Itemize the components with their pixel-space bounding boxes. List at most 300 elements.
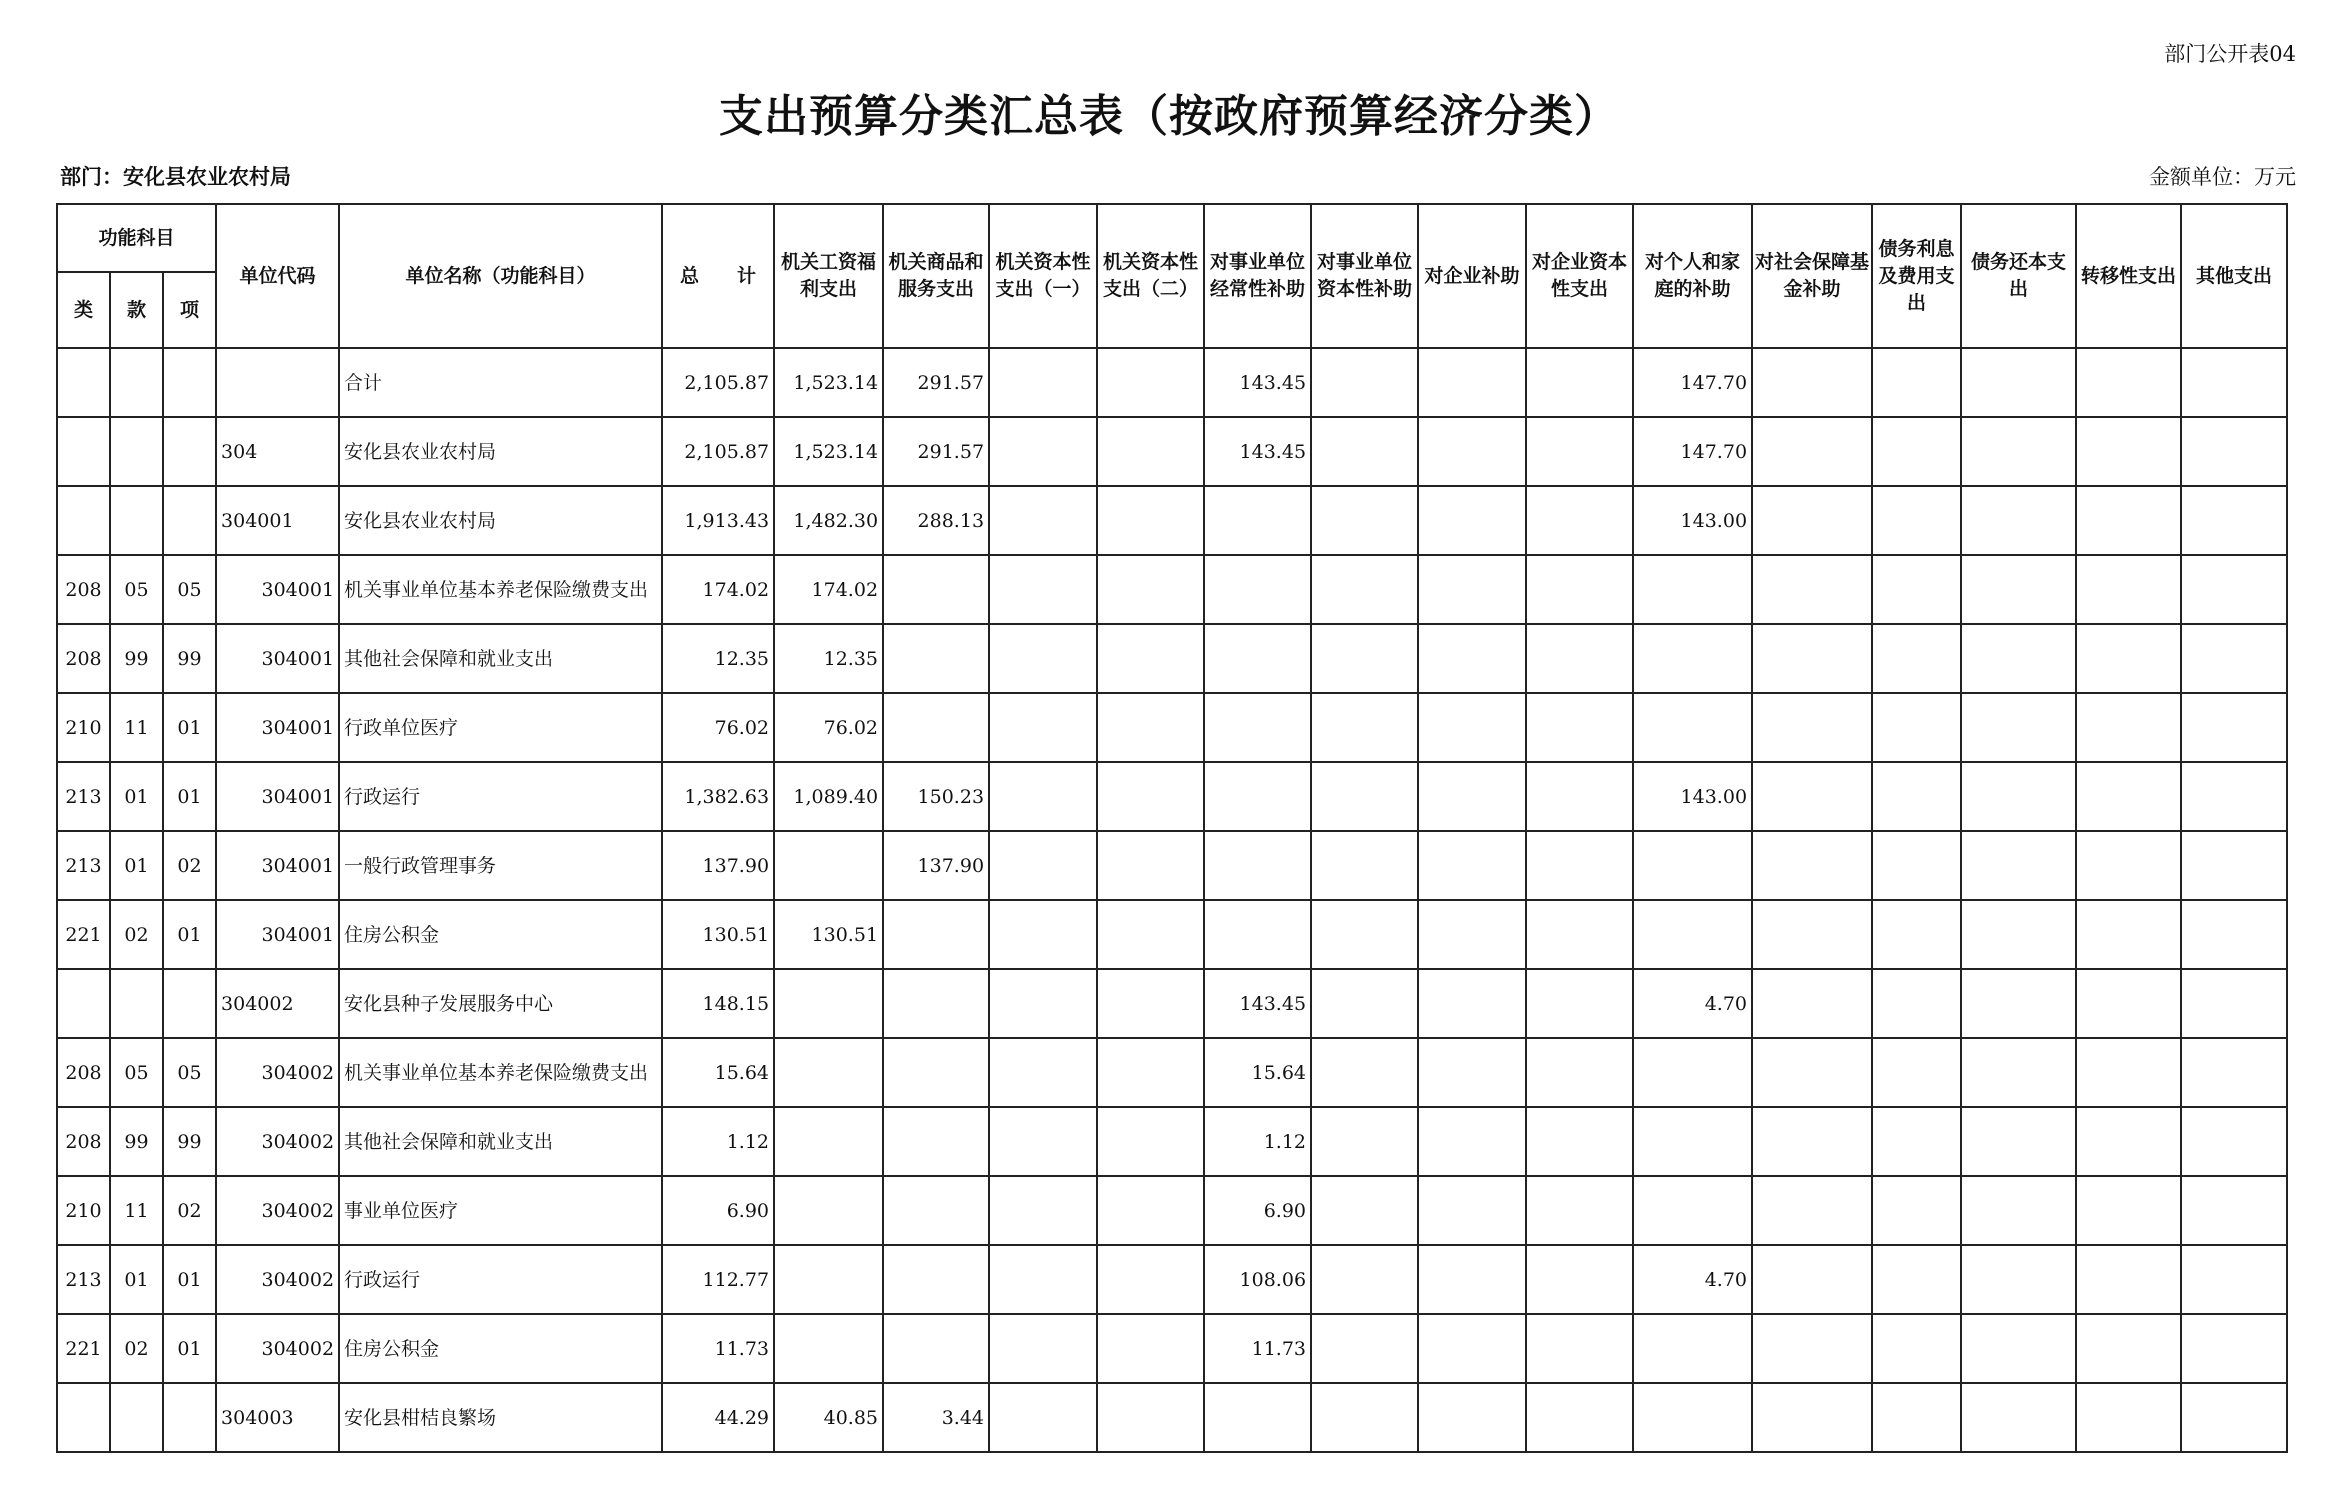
- amount-cell: [774, 1314, 883, 1383]
- lei-cell: [57, 486, 110, 555]
- amount-cell: [774, 831, 883, 900]
- amount-cell: [1961, 762, 2076, 831]
- amount-cell: [883, 969, 989, 1038]
- kuan-cell: 01: [110, 762, 163, 831]
- xiang-cell: 05: [163, 1038, 216, 1107]
- lei-cell: 208: [57, 624, 110, 693]
- amount-cell: [1418, 693, 1526, 762]
- amount-cell: [1311, 969, 1418, 1038]
- col-header: 机关商品和服务支出: [883, 204, 989, 348]
- unit-code-cell: 304001: [216, 762, 339, 831]
- amount-cell: [1752, 900, 1872, 969]
- amount-cell: [1311, 1314, 1418, 1383]
- amount-cell: [1204, 1383, 1311, 1452]
- func-subject-header: 功能科目: [57, 204, 216, 272]
- lei-cell: [57, 417, 110, 486]
- amount-cell: [1633, 1038, 1752, 1107]
- amount-cell: 143.00: [1633, 486, 1752, 555]
- amount-cell: [989, 1245, 1097, 1314]
- unit-code-cell: 304002: [216, 969, 339, 1038]
- amount-cell: [2181, 1107, 2287, 1176]
- total-cell: 76.02: [662, 693, 774, 762]
- amount-cell: [989, 1314, 1097, 1383]
- amount-cell: [989, 348, 1097, 417]
- amount-cell: [2181, 1176, 2287, 1245]
- table-row: [57, 348, 2287, 417]
- amount-cell: [1752, 831, 1872, 900]
- col-header: 债务还本支出: [1961, 204, 2076, 348]
- kuan-cell: 99: [110, 1107, 163, 1176]
- amount-cell: [1204, 624, 1311, 693]
- amount-cell: [989, 693, 1097, 762]
- amount-cell: [1872, 486, 1961, 555]
- amount-cell: [1526, 1176, 1633, 1245]
- unit-code-cell: 304002: [216, 1176, 339, 1245]
- xiang-cell: [163, 417, 216, 486]
- amount-cell: [1311, 348, 1418, 417]
- amount-cell: [1526, 486, 1633, 555]
- lei-cell: [57, 348, 110, 417]
- unit-name-cell: 住房公积金: [339, 1314, 662, 1383]
- amount-cell: [1097, 1245, 1204, 1314]
- amount-cell: 108.06: [1204, 1245, 1311, 1314]
- amount-cell: [989, 1038, 1097, 1107]
- xiang-cell: 99: [163, 624, 216, 693]
- total-cell: 2,105.87: [662, 348, 774, 417]
- lei-cell: 213: [57, 1245, 110, 1314]
- amount-cell: [1097, 1107, 1204, 1176]
- lei-header: 类: [57, 272, 110, 348]
- amount-cell: [1311, 1176, 1418, 1245]
- amount-cell: [1204, 693, 1311, 762]
- amount-cell: [989, 1383, 1097, 1452]
- amount-cell: [989, 831, 1097, 900]
- unit-code-cell: 304001: [216, 831, 339, 900]
- unit-code-cell: 304001: [216, 624, 339, 693]
- amount-cell: 1,482.30: [774, 486, 883, 555]
- page-title: 支出预算分类汇总表（按政府预算经济分类）: [719, 91, 1619, 142]
- lei-cell: 213: [57, 831, 110, 900]
- unit-name-cell: 安化县农业农村局: [339, 486, 662, 555]
- amount-cell: [1311, 1038, 1418, 1107]
- amount-cell: [1752, 1038, 1872, 1107]
- amount-cell: [2076, 969, 2181, 1038]
- amount-cell: [1872, 348, 1961, 417]
- amount-cell: [1872, 1107, 1961, 1176]
- amount-cell: [1752, 1107, 1872, 1176]
- amount-cell: [1633, 1107, 1752, 1176]
- table-row: [57, 831, 2287, 900]
- amount-cell: [1418, 348, 1526, 417]
- amount-cell: [1311, 486, 1418, 555]
- lei-cell: 210: [57, 1176, 110, 1245]
- amount-cell: [1526, 1107, 1633, 1176]
- form-number: 部门公开表04: [2164, 42, 2296, 66]
- amount-cell: [1526, 693, 1633, 762]
- lei-cell: [57, 969, 110, 1038]
- amount-cell: [1961, 1038, 2076, 1107]
- amount-cell: [1961, 624, 2076, 693]
- unit-name-cell: 行政运行: [339, 1245, 662, 1314]
- table-row: [57, 555, 2287, 624]
- amount-cell: [2076, 348, 2181, 417]
- amount-cell: [2076, 1314, 2181, 1383]
- amount-cell: [2181, 900, 2287, 969]
- kuan-cell: 99: [110, 624, 163, 693]
- total-cell: 2,105.87: [662, 417, 774, 486]
- amount-cell: [1872, 624, 1961, 693]
- unit-name-cell: 安化县柑桔良繁场: [339, 1383, 662, 1452]
- xiang-cell: [163, 486, 216, 555]
- total-cell: 11.73: [662, 1314, 774, 1383]
- amount-cell: [2076, 486, 2181, 555]
- amount-cell: [1418, 831, 1526, 900]
- amount-cell: [883, 1038, 989, 1107]
- unit-name-cell: 合计: [339, 348, 662, 417]
- amount-cell: [1097, 624, 1204, 693]
- amount-cell: [1526, 555, 1633, 624]
- table-row: [57, 486, 2287, 555]
- kuan-cell: [110, 348, 163, 417]
- kuan-cell: 05: [110, 1038, 163, 1107]
- amount-cell: [1418, 969, 1526, 1038]
- amount-cell: [1418, 555, 1526, 624]
- amount-cell: [1204, 762, 1311, 831]
- col-header: 对个人和家庭的补助: [1633, 204, 1752, 348]
- amount-cell: [2181, 1245, 2287, 1314]
- amount-cell: [1097, 969, 1204, 1038]
- amount-cell: [1526, 1245, 1633, 1314]
- col-header: 转移性支出: [2076, 204, 2181, 348]
- amount-cell: 76.02: [774, 693, 883, 762]
- amount-cell: [989, 486, 1097, 555]
- amount-cell: 4.70: [1633, 969, 1752, 1038]
- amount-cell: [1311, 417, 1418, 486]
- amount-cell: [1633, 1176, 1752, 1245]
- amount-cell: [1204, 486, 1311, 555]
- kuan-cell: 02: [110, 1314, 163, 1383]
- total-cell: 112.77: [662, 1245, 774, 1314]
- unit-code-cell: 304: [216, 417, 339, 486]
- amount-cell: 143.45: [1204, 417, 1311, 486]
- amount-cell: 15.64: [1204, 1038, 1311, 1107]
- amount-cell: [1752, 1383, 1872, 1452]
- amount-cell: [1633, 555, 1752, 624]
- amount-cell: 11.73: [1204, 1314, 1311, 1383]
- amount-cell: [1311, 693, 1418, 762]
- amount-cell: [1752, 693, 1872, 762]
- amount-cell: [774, 969, 883, 1038]
- amount-cell: 1,523.14: [774, 348, 883, 417]
- amount-cell: [2181, 693, 2287, 762]
- amount-cell: [1204, 831, 1311, 900]
- amount-cell: [989, 624, 1097, 693]
- amount-cell: [2076, 831, 2181, 900]
- table-row: [57, 1176, 2287, 1245]
- table-row: [57, 1245, 2287, 1314]
- amount-cell: [1633, 624, 1752, 693]
- amount-cell: 130.51: [774, 900, 883, 969]
- kuan-cell: [110, 486, 163, 555]
- unit-name-cell: 机关事业单位基本养老保险缴费支出: [339, 555, 662, 624]
- amount-cell: [1752, 762, 1872, 831]
- amount-cell: [774, 1176, 883, 1245]
- amount-cell: [883, 1245, 989, 1314]
- amount-cell: [1097, 555, 1204, 624]
- amount-cell: [2181, 1314, 2287, 1383]
- amount-cell: 137.90: [883, 831, 989, 900]
- total-cell: 15.64: [662, 1038, 774, 1107]
- amount-cell: [1633, 1314, 1752, 1383]
- amount-cell: [1526, 417, 1633, 486]
- amount-cell: [1872, 1245, 1961, 1314]
- amount-cell: [883, 1314, 989, 1383]
- amount-cell: [1311, 555, 1418, 624]
- amount-cell: [1961, 900, 2076, 969]
- amount-cell: [883, 555, 989, 624]
- amount-cell: [1418, 486, 1526, 555]
- total-cell: 44.29: [662, 1383, 774, 1452]
- kuan-cell: 02: [110, 900, 163, 969]
- unit-name-cell: 机关事业单位基本养老保险缴费支出: [339, 1038, 662, 1107]
- xiang-cell: 01: [163, 762, 216, 831]
- amount-cell: [1961, 486, 2076, 555]
- budget-table: [56, 203, 2288, 1453]
- amount-cell: [1872, 555, 1961, 624]
- amount-cell: [1961, 969, 2076, 1038]
- table-row: [57, 417, 2287, 486]
- unit-name-cell: 行政运行: [339, 762, 662, 831]
- amount-cell: [1097, 900, 1204, 969]
- amount-cell: 1,089.40: [774, 762, 883, 831]
- amount-cell: [774, 1107, 883, 1176]
- table-row: [57, 762, 2287, 831]
- amount-cell: [2076, 1038, 2181, 1107]
- col-header: 对企业资本性支出: [1526, 204, 1633, 348]
- amount-cell: [883, 1107, 989, 1176]
- amount-cell: [2181, 624, 2287, 693]
- amount-cell: [1961, 1314, 2076, 1383]
- col-header: 其他支出: [2181, 204, 2287, 348]
- col-header: 对事业单位经常性补助: [1204, 204, 1311, 348]
- amount-cell: [2181, 969, 2287, 1038]
- amount-cell: [1752, 1314, 1872, 1383]
- unit-name-cell: 事业单位医疗: [339, 1176, 662, 1245]
- amount-cell: [989, 969, 1097, 1038]
- amount-cell: [1961, 831, 2076, 900]
- kuan-cell: 11: [110, 1176, 163, 1245]
- amount-cell: [989, 1107, 1097, 1176]
- amount-cell: [1872, 1038, 1961, 1107]
- amount-cell: [1633, 1383, 1752, 1452]
- unit-code-header: 单位代码: [216, 204, 339, 348]
- unit-code-cell: 304002: [216, 1038, 339, 1107]
- unit-code-cell: 304003: [216, 1383, 339, 1452]
- amount-cell: 4.70: [1633, 1245, 1752, 1314]
- table-body: [57, 348, 2287, 1452]
- table-row: [57, 624, 2287, 693]
- amount-cell: [1961, 693, 2076, 762]
- unit-code-cell: [216, 348, 339, 417]
- amount-cell: [1872, 1314, 1961, 1383]
- amount-cell: [1418, 1314, 1526, 1383]
- unit-code-cell: 304001: [216, 486, 339, 555]
- xiang-cell: 02: [163, 831, 216, 900]
- amount-cell: [1872, 1176, 1961, 1245]
- amount-cell: [1961, 417, 2076, 486]
- total-cell: 130.51: [662, 900, 774, 969]
- amount-cell: [2076, 1245, 2181, 1314]
- amount-cell: [1204, 900, 1311, 969]
- table-row: [57, 1314, 2287, 1383]
- unit-code-cell: 304001: [216, 693, 339, 762]
- total-cell: 1,382.63: [662, 762, 774, 831]
- amount-cell: [2181, 831, 2287, 900]
- unit-name-cell: 安化县种子发展服务中心: [339, 969, 662, 1038]
- amount-cell: [1418, 1383, 1526, 1452]
- amount-cell: [1752, 417, 1872, 486]
- total-cell: 137.90: [662, 831, 774, 900]
- amount-cell: [1526, 762, 1633, 831]
- lei-cell: 208: [57, 555, 110, 624]
- total-cell: 1.12: [662, 1107, 774, 1176]
- amount-cell: 147.70: [1633, 348, 1752, 417]
- xiang-cell: [163, 1383, 216, 1452]
- amount-cell: [1097, 693, 1204, 762]
- amount-cell: [1633, 831, 1752, 900]
- amount-cell: [2076, 417, 2181, 486]
- amount-cell: [1752, 624, 1872, 693]
- amount-cell: [1311, 762, 1418, 831]
- amount-cell: [1872, 1383, 1961, 1452]
- table-row: [57, 1107, 2287, 1176]
- amount-cell: [1872, 831, 1961, 900]
- amount-cell: [1204, 555, 1311, 624]
- amount-cell: [883, 1176, 989, 1245]
- unit-name-cell: 一般行政管理事务: [339, 831, 662, 900]
- unit-name-header: 单位名称（功能科目）: [339, 204, 662, 348]
- col-header: 对事业单位资本性补助: [1311, 204, 1418, 348]
- unit-name-cell: 安化县农业农村局: [339, 417, 662, 486]
- amount-cell: [1418, 762, 1526, 831]
- amount-cell: [1752, 348, 1872, 417]
- amount-cell: [2076, 1383, 2181, 1452]
- col-header: 债务利息及费用支出: [1872, 204, 1961, 348]
- amount-cell: [1872, 969, 1961, 1038]
- amount-cell: [1526, 900, 1633, 969]
- lei-cell: 208: [57, 1038, 110, 1107]
- kuan-cell: 01: [110, 1245, 163, 1314]
- unit-code-cell: 304001: [216, 555, 339, 624]
- amount-unit-label: 金额单位：万元: [2149, 165, 2296, 189]
- amount-cell: [2181, 555, 2287, 624]
- xiang-cell: [163, 969, 216, 1038]
- amount-cell: [989, 1176, 1097, 1245]
- amount-cell: 147.70: [1633, 417, 1752, 486]
- amount-cell: [1872, 417, 1961, 486]
- amount-cell: [1097, 1383, 1204, 1452]
- xiang-cell: 01: [163, 900, 216, 969]
- amount-cell: [2076, 624, 2181, 693]
- lei-cell: 210: [57, 693, 110, 762]
- amount-cell: [883, 693, 989, 762]
- total-cell: 1,913.43: [662, 486, 774, 555]
- amount-cell: [1961, 1107, 2076, 1176]
- lei-cell: 221: [57, 1314, 110, 1383]
- col-header: 机关资本性支出（一）: [989, 204, 1097, 348]
- col-header: 对企业补助: [1418, 204, 1526, 348]
- lei-cell: 208: [57, 1107, 110, 1176]
- amount-cell: [1097, 486, 1204, 555]
- amount-cell: [1633, 693, 1752, 762]
- amount-cell: [1418, 1245, 1526, 1314]
- kuan-cell: 11: [110, 693, 163, 762]
- amount-cell: [1961, 1176, 2076, 1245]
- amount-cell: [1752, 969, 1872, 1038]
- amount-cell: [1311, 624, 1418, 693]
- total-header: 总 计: [662, 204, 774, 348]
- amount-cell: 143.45: [1204, 969, 1311, 1038]
- amount-cell: [989, 555, 1097, 624]
- amount-cell: [1418, 900, 1526, 969]
- lei-cell: [57, 1383, 110, 1452]
- amount-cell: [2076, 900, 2181, 969]
- amount-cell: [1872, 762, 1961, 831]
- xiang-cell: 05: [163, 555, 216, 624]
- amount-cell: 12.35: [774, 624, 883, 693]
- amount-cell: [1097, 348, 1204, 417]
- amount-cell: [1097, 1314, 1204, 1383]
- amount-cell: [989, 900, 1097, 969]
- unit-name-cell: 住房公积金: [339, 900, 662, 969]
- col-header: 机关资本性支出（二）: [1097, 204, 1204, 348]
- amount-cell: [1526, 1314, 1633, 1383]
- table-row: [57, 1383, 2287, 1452]
- amount-cell: [774, 1038, 883, 1107]
- amount-cell: [1311, 1107, 1418, 1176]
- amount-cell: [1097, 831, 1204, 900]
- unit-code-cell: 304001: [216, 900, 339, 969]
- amount-cell: [1961, 555, 2076, 624]
- amount-cell: 1,523.14: [774, 417, 883, 486]
- amount-cell: 143.00: [1633, 762, 1752, 831]
- xiang-cell: 99: [163, 1107, 216, 1176]
- amount-cell: [1311, 900, 1418, 969]
- amount-cell: 174.02: [774, 555, 883, 624]
- unit-code-cell: 304002: [216, 1245, 339, 1314]
- col-header: 机关工资福利支出: [774, 204, 883, 348]
- unit-name-cell: 其他社会保障和就业支出: [339, 624, 662, 693]
- amount-cell: [1418, 1176, 1526, 1245]
- total-cell: 148.15: [662, 969, 774, 1038]
- amount-cell: [1097, 417, 1204, 486]
- amount-cell: [2181, 348, 2287, 417]
- xiang-cell: 01: [163, 1314, 216, 1383]
- kuan-cell: 01: [110, 831, 163, 900]
- unit-name-cell: 其他社会保障和就业支出: [339, 1107, 662, 1176]
- xiang-cell: [163, 348, 216, 417]
- amount-cell: [1872, 900, 1961, 969]
- kuan-cell: [110, 1383, 163, 1452]
- amount-cell: [2181, 486, 2287, 555]
- col-header: 对社会保障基金补助: [1752, 204, 1872, 348]
- amount-cell: [1097, 1176, 1204, 1245]
- amount-cell: [883, 900, 989, 969]
- unit-name-cell: 行政单位医疗: [339, 693, 662, 762]
- table-row: [57, 969, 2287, 1038]
- amount-cell: [1311, 1383, 1418, 1452]
- amount-cell: [1418, 1038, 1526, 1107]
